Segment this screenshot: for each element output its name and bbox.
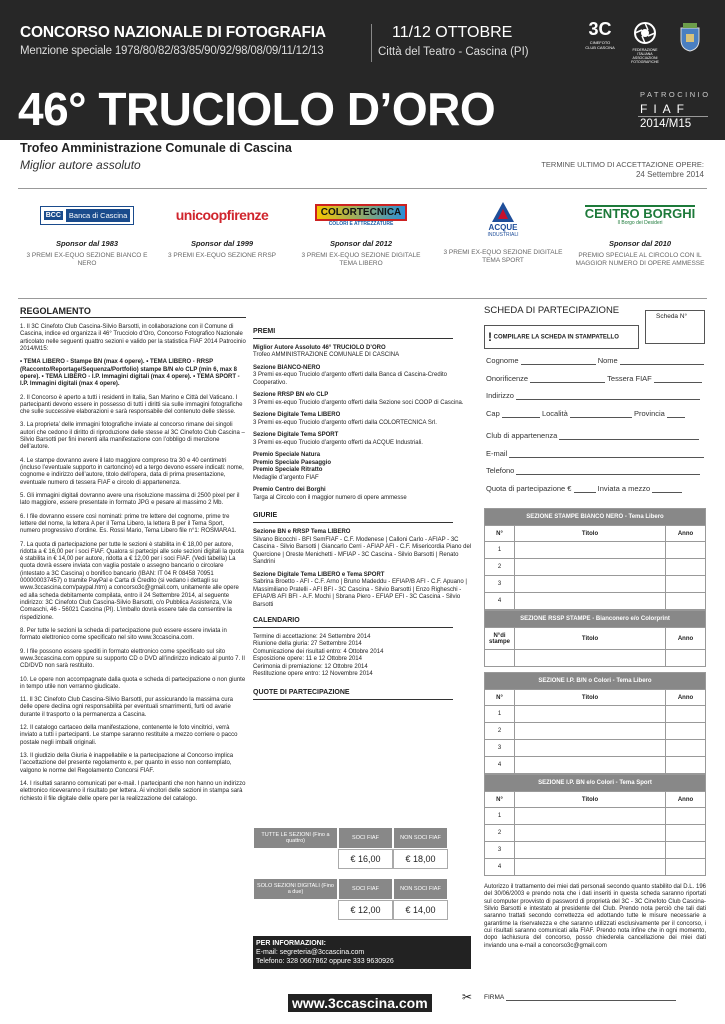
table-row[interactable] — [485, 808, 706, 825]
sponsor-desc: 3 PREMI EX-EQUO SEZIONE DIGITALE TEMA LIBERO — [301, 252, 421, 268]
sponsor-desc: 3 PREMI EX-EQUO SEZIONE RRSP — [168, 252, 276, 259]
premio-dig-sub: 3 Premi ex-equo Truciolo d’argento offerti dalla COLORTECNICA Srl. — [253, 419, 437, 426]
reg-p14: 14. I risultati saranno comunicati per e-mail. I partecipanti che non hanno un indirizzo elettronico riceveranno il risultato per lettera. Ai vincitori delle sezioni in stampa sarà richiesto il file digitale delle opere per la realizzazione del catalogo. — [20, 780, 246, 802]
row-number: 3 — [485, 842, 515, 859]
quote-solo-soci: € 12,00 — [338, 900, 393, 920]
giuria-2-title: Sezione Digitale Tema LIBERO e Tema SPORT — [253, 571, 385, 578]
compila-notice — [484, 325, 639, 349]
telefono-label: Telefono — [486, 466, 515, 475]
col-titolo: Titolo — [515, 526, 666, 542]
table-ip-libero — [484, 672, 706, 774]
nome-label: Nome — [597, 356, 618, 365]
quota-field[interactable] — [574, 492, 596, 493]
table-bianco-nero — [484, 508, 706, 610]
sponsor-since: Sponsor dal 2012 — [329, 239, 393, 248]
col-n: N° — [485, 792, 515, 808]
event-dates: 11/12 OTTOBRE — [392, 24, 513, 41]
info-box — [253, 936, 471, 969]
info-title: PER INFORMAZIONI: — [256, 940, 326, 947]
firma-field[interactable] — [506, 1000, 676, 1001]
termine-label: TERMINE ULTIMO DI ACCETTAZIONE OPERE: — [541, 160, 704, 169]
nome-field[interactable] — [620, 364, 704, 365]
quote-solo-label: SOLO SEZIONI DIGITALI (Fino a due) — [253, 878, 338, 900]
sponsor-acque — [438, 195, 568, 266]
indirizzo-field[interactable] — [516, 399, 700, 400]
tessera-label: Tessera FIAF — [607, 374, 652, 383]
bcc-logo-mark: BCC — [45, 211, 61, 219]
premio-dig: Sezione Digitale Tema LIBERO — [253, 412, 341, 419]
fiaf-logo-caption: FEDERAZIONE ITALIANA ASSOCIAZIONI FOTOGRAFICHE — [631, 48, 659, 64]
email-row[interactable] — [486, 449, 704, 458]
centro-borghi-logo: CENTRO BORGHI — [584, 205, 696, 221]
info-email[interactable]: E-mail: segreteria@3ccascina.com — [256, 949, 365, 957]
quote-table — [253, 827, 448, 920]
acque-sub: INDUSTRIALI — [487, 231, 519, 238]
website-link[interactable]: www.3ccascina.com — [288, 994, 432, 1012]
quote-tutte-label: TUTTE LE SEZIONI (Fino a quattro) — [253, 827, 338, 849]
invio-label: Inviata a mezzo — [597, 484, 651, 493]
club-row[interactable] — [486, 431, 699, 440]
table-title: SEZIONE RSSP STAMPE - Bianconero e/o Colorprint — [485, 611, 706, 628]
club-field[interactable] — [559, 439, 699, 440]
table-title: SEZIONE STAMPE BIANCO NERO - Tema Libero — [485, 509, 706, 526]
table-row[interactable] — [485, 842, 706, 859]
reg-p13: 13. Il giudizio della Giuria è inappellabile e la partecipazione al Concorso implica l’accettazione del presente regolamento e, per quanto in esso non contemplato, valgono le norme del Regolamento Concorsi FIAF. — [20, 753, 234, 774]
table-row[interactable] — [485, 650, 706, 667]
calendario-row: Cerimonia di premiazione: 12 Ottobre 2014 — [253, 663, 368, 670]
club-label: Club di appartenenza — [486, 431, 558, 440]
row-number: 2 — [485, 825, 515, 842]
menzione-text: Menzione speciale 1978/80/82/83/85/90/92/98/08/09/11/12/13 — [20, 45, 324, 57]
calendario-row: Restituzione opere entro: 12 Novembre 2014 — [253, 671, 373, 678]
quote-soci-header: SOCI FIAF — [338, 827, 393, 849]
row-number: 1 — [485, 808, 515, 825]
sponsor-desc: 3 PREMI EX-EQUO SEZIONE BIANCO E NERO — [26, 252, 148, 268]
bcc-logo-text: Banca di Cascina — [66, 209, 130, 222]
reg-p6: 6. I file dovranno essere così nominati: prime tre lettere del cognome, prime tre lettere del nome, la lettera A per il Tema Libero, la lettera B per il Tema Sport, numero progressivo d’ordine. Es. Rossi Mario, Tema Libero file n°1: ROSMARA1. — [20, 513, 237, 535]
table-title: SEZIONE I.P. B/N o Colori - Tema Libero — [485, 673, 706, 690]
reg-p9: 9. I file possono essere spediti in formato elettronico come specificato sul sito www.3ccascina.com oppure su supporto CD o DVD all’indirizzo indicato al punto 7. Il CD/DVD non sarà restituito. — [20, 648, 245, 670]
indirizzo-row[interactable] — [486, 391, 700, 400]
reg-p1-list: • TEMA LIBERO - Stampe BN (max 4 opere). • TEMA LIBERO - RRSP (Racconto/Reportage/Sequenza/Portfolio) stampe B/N e/o CLP (min 6, max 8 opere). • TEMA LIBERO - I.P. Immagini digitali (max 4 opere). • TEMA SPORT - I.P. Immagini digitali (max 4 opere). — [20, 359, 240, 388]
exclamation-icon: ! — [488, 330, 492, 344]
onorificenze-row[interactable] — [486, 374, 702, 383]
col-anno: Anno — [666, 690, 706, 706]
main-title: 46° TRUCIOLO D’ORO — [18, 83, 496, 135]
premio-assoluto-sub: Trofeo AMMINISTRAZIONE COMUNALE DI CASCINA — [253, 352, 400, 359]
row-number: 4 — [485, 757, 515, 774]
table-row[interactable] — [485, 542, 706, 559]
3c-logo-text: 3C — [588, 19, 612, 39]
contest-title: CONCORSO NAZIONALE DI FOTOGRAFIA — [20, 24, 326, 41]
email-field[interactable] — [509, 457, 704, 458]
colortecnica-logo: COLORTECNICA — [315, 204, 408, 221]
divider — [371, 24, 372, 62]
quota-row[interactable] — [486, 484, 682, 493]
telefono-field[interactable] — [516, 474, 700, 475]
firma-row[interactable] — [484, 994, 676, 1001]
reg-p12: 12. Il catalogo cartaceo della manifestazione, contenente le foto vincitrici, verrà inviato a tutti i partecipanti. Le stampe saranno restituite a mezzo corriere o pacco postale negli imballi originali. — [20, 725, 238, 746]
premio-borghi-sub: Targa al Circolo con il maggior numero di opere ammesse — [253, 494, 407, 501]
miglior-autore: Miglior autore assoluto — [20, 158, 141, 172]
cognome-label: Cognome — [486, 356, 519, 365]
quote-solo-nonsoci: € 14,00 — [393, 900, 448, 920]
col-titolo: Titolo — [515, 792, 666, 808]
table-title: SEZIONE I.P. BN e/o Colori - Tema Sport — [485, 775, 706, 792]
sponsor-unicoop — [157, 195, 287, 260]
scheda-number-box[interactable] — [645, 310, 705, 344]
info-telefono: Telefono: 328 0667862 oppure 333 9630926 — [256, 958, 394, 966]
table-row[interactable] — [485, 757, 706, 774]
provincia-label: Provincia — [634, 409, 665, 418]
quote-soci-header: SOCI FIAF — [338, 878, 393, 900]
reg-p3: 3. La proprieta’ delle immagini fotografiche inviate al concorso rimane dei singoli autori che cedono il diritto di riproduzione delle stesse al 3C Cinefoto Club Cascina – Silvio Barsotti per fini inerenti alla manifestazione con l’obbligo di menzione dell’autore. — [20, 422, 245, 451]
row-number: 2 — [485, 723, 515, 740]
acque-logo: ACQUE — [488, 222, 518, 232]
divider — [638, 116, 708, 117]
premio-borghi: Premio Centro dei Borghi — [253, 487, 326, 494]
giuria-2-list: Sabrina Broetto - AFI - C.F. Arno | Bruno Madeddu - EFIAP/B AFI - C.F. Apuano | Massimiliano Pratelli - AFI BFI - 3C Cascina - Silvio Barsotti | Enzo Righeschi - EFIAP/B AFI BFI - A.F. Mochi | Sbrana Piero - EFIAP EFI - 3C Cascina - Silvio Barsotti — [253, 579, 467, 608]
cognome-field[interactable] — [521, 364, 596, 365]
sponsor-since: Sponsor dal 1983 — [55, 239, 119, 248]
reg-p10: 10. Le opere non accompagnate dalla quota e scheda di partecipazione o non giunte in tempo utile non verranno giudicate. — [20, 676, 246, 690]
centro-borghi-sub: Il Borgo dei Desideri — [617, 219, 663, 226]
firma-label: FIRMA — [484, 994, 504, 1001]
col-anno: Anno — [666, 628, 706, 650]
premi-title: PREMI — [253, 328, 453, 339]
premi-giurie-column — [253, 328, 473, 700]
row-number: 1 — [485, 542, 515, 559]
table-row[interactable] — [485, 593, 706, 610]
fiaf-aperture-icon — [634, 22, 656, 44]
quote-title: QUOTE DI PARTECIPAZIONE — [253, 689, 453, 700]
localita-field[interactable] — [570, 417, 632, 418]
row-number: 4 — [485, 859, 515, 876]
calendario-row: Termine di accettazione: 24 Settembre 2014 — [253, 633, 371, 640]
reg-p8: 8. Per tutte le sezioni la scheda di partecipazione può essere essere inviata in formato elettronico come specificato nel sito www.3ccascina.com. — [20, 627, 227, 642]
giuria-1-title: Sezione BN e RRSP Tema LIBERO — [253, 529, 351, 535]
3c-logo-caption: CINEFOTO CLUB CASCINA — [585, 40, 615, 50]
onorificenze-label: Onorificenze — [486, 374, 529, 383]
provincia-field[interactable] — [667, 417, 685, 418]
acque-triangle-icon — [491, 201, 515, 223]
row-number: 3 — [485, 740, 515, 757]
premio-paesaggio: Premio Speciale Paesaggio — [253, 459, 332, 466]
trofeo-title: Trofeo Amministrazione Comunale di Cascina — [20, 141, 292, 155]
regolamento-title: REGOLAMENTO — [20, 306, 246, 318]
calendario-row: Riunione della giuria: 27 Settembre 2014 — [253, 641, 362, 648]
unicoop-logo: unicoopfirenze — [175, 207, 269, 223]
fiaf-logo — [628, 22, 662, 64]
table-ip-sport — [484, 774, 706, 876]
patrocinio-label: PATROCINIO — [640, 90, 711, 99]
telefono-row[interactable] — [486, 466, 700, 475]
col-n-stampe: N°di stampe — [485, 628, 515, 650]
cap-row[interactable] — [486, 409, 685, 418]
reg-p2: 2. Il Concorso è aperto a tutti i residenti in Italia, San Marino e Città del Vaticano. I partecipanti devono essere in possesso di tutti i diritti sia sulle immagini fotografiche che sulle successive elaborazioni e sarà responsabile del contenuto delle stesse. — [20, 394, 243, 416]
table-row[interactable] — [485, 576, 706, 593]
sponsor-since: Sponsor dal 2010 — [608, 239, 672, 248]
patrocinio-code: 2014/M15 — [640, 118, 692, 130]
3c-club-logo — [585, 20, 615, 62]
col-titolo: Titolo — [515, 628, 666, 650]
tessera-field[interactable] — [654, 382, 702, 383]
table-row[interactable] — [485, 559, 706, 576]
divider — [18, 188, 707, 189]
reg-p5: 5. Gli immagini digitali dovranno avere una risoluzione massima di 2500 pixel per il lato maggiore, essere presentate in formato JPG e pesare al massimo 2 Mb. — [20, 492, 240, 507]
premio-bn-sub: 3 Premi ex-equo Truciolo d’argento offerti dalla Banca di Cascina-Credito Cooperativo. — [253, 372, 447, 386]
reg-p11: 11. Il 3C Cinefoto Club Cascina-Silvio Barsotti, pur assicurando la massima cura delle opere declina ogni responsabilità per eventuali smarrimenti, furti od avarie durante il trasporto o la permanenza a Cascina. — [20, 697, 233, 718]
quote-tutte-soci: € 16,00 — [338, 849, 393, 869]
row-number: 4 — [485, 593, 515, 610]
calendario-row: Esposizione opere: 11 e 12 Ottobre 2014 — [253, 656, 362, 663]
table-row[interactable] — [485, 723, 706, 740]
colortecnica-sub: COLORI E ATTREZZATURE — [328, 220, 394, 227]
premio-rrsp: Sezione RRSP BN e/o CLP — [253, 392, 329, 399]
col-anno: Anno — [666, 792, 706, 808]
sponsor-colortecnica — [296, 195, 426, 269]
table-rssp — [484, 610, 706, 667]
row-number: 3 — [485, 576, 515, 593]
localita-label: Località — [541, 409, 568, 418]
sponsor-desc: 3 PREMI EX-EQUO SEZIONE DIGITALE TEMA SPORT — [443, 249, 563, 265]
sponsor-since: Sponsor dal 1999 — [190, 239, 254, 248]
premio-bn: Sezione BIANCO-NERO — [253, 364, 321, 371]
table-row[interactable] — [485, 859, 706, 876]
premio-assoluto: Miglior Autore Assoluto 46° TRUCIOLO D’ORO — [253, 344, 386, 351]
premio-rrsp-sub: 3 Premi ex-equo Truciolo d’argento offerti dalla Sezione soci COOP di Cascina. — [253, 399, 464, 406]
cognome-row[interactable] — [486, 356, 704, 365]
quote-tutte-nonsoci: € 18,00 — [393, 849, 448, 869]
col-titolo: Titolo — [515, 690, 666, 706]
compila-text: COMPILARE LA SCHEDA IN STAMPATELLO — [493, 334, 619, 341]
reg-p1: 1. Il 3C Cinefoto Club Cascina-Silvio Barsotti, in collaborazione con il Comune di Cascina, indice ed organizza il 46° Trucciolo d’Oro, Concorso Fotografico Nazionale articolato nelle seguenti quattro sezioni e valido per la statistica FIAF 2014 Patrocinio 2014/M15: — [20, 324, 246, 352]
table-row[interactable] — [485, 740, 706, 757]
quote-nonsoci-header: NON SOCI FIAF — [393, 878, 448, 900]
col-n: N° — [485, 526, 515, 542]
table-row[interactable] — [485, 825, 706, 842]
onorificenze-field[interactable] — [530, 382, 605, 383]
patrocinio-fiaf: FIAF — [640, 102, 690, 116]
bcc-logo — [22, 195, 152, 235]
sponsor-desc: PREMIO SPECIALE AL CIRCOLO CON IL MAGGIOR NUMERO DI OPERE AMMESSE — [575, 252, 705, 268]
cascina-crest-icon — [679, 22, 701, 52]
sponsor-bcc — [22, 195, 152, 269]
privacy-text: Autorizzo il trattamento dei miei dati personali secondo quanto stabilito dal D.L. 196 del 30/06/2003 e prendo nota che i dati inseriti in questa scheda saranno riportati sul computer provvisto di password di proprietà del 3C - 3C Cinefoto Club Cascina-Silvio Barsotti e intestato al presidente del Club. Prendo nota perciò che tali dati saranno trattati secondo correttezza ed adottando tutte le misure necessarie a garantirne la riservatezza e che saranno utilizzati esclusivamente per il concorso, i cui risultati saranno comunicati alla FIAF. Prendo nota infine che in ogni momento, dopo lachiusura del concorso, posso chiederela cancellazione dei miei dati inviando una e-mail a concorso3c@gmail.com — [484, 884, 706, 949]
scissors-icon: ✂ — [462, 990, 473, 1004]
row-number: 2 — [485, 559, 515, 576]
reg-p4: 4. Le stampe dovranno avere il lato maggiore compreso tra 30 e 40 centimetri (incluso l’eventuale supporto in cartoncino) ed a tergo devono essere indicati: nome, cognome e indirizzo dell’autore, titolo dell’opera, data di prima presentazione, eventuale numero di tessera FIAF e circolo di appartenenza. — [20, 457, 244, 486]
cap-field[interactable] — [502, 417, 540, 418]
row-number: 1 — [485, 706, 515, 723]
divider — [18, 298, 707, 299]
quota-label: Quota di partecipazione € — [486, 484, 572, 493]
scheda-number-label: Scheda N° — [656, 313, 688, 320]
giuria-1-list: Silvano Bicocchi - BFI SemFIAF - C.F. Modenese | Calloni Carlo - AFIAP - 3C Cascina - Silvio Barsotti | Giancarlo Cerri - AFIAP AFI - C.F. Misericordia Piano del Quercione | Oreste Menichetti - MFIAP - 3C Cascina - Silvio Barsotti | Renato Sandrini — [253, 536, 472, 565]
quote-nonsoci-header: NON SOCI FIAF — [393, 827, 448, 849]
calendario-row: Comunicazione dei risultati entro: 4 Ottobre 2014 — [253, 648, 384, 655]
giurie-title: GIURIE — [253, 512, 453, 523]
email-label: E-mail — [486, 449, 508, 458]
indirizzo-label: Indirizzo — [486, 391, 514, 400]
reg-p7: 7. La quota di partecipazione per tutte le sezioni è stabilita in € 18,00 per autore, ridotta a € 16,00 per i soci FIAF. Qualora si partecipi alle sole sezioni digitali la quota è stabilita in € 14,00 per autore, ridotta a € 12,00 per i soci FIAF. (Vedi tabella) La quota dovrà essere inviata con vaglia postale o assegno bancario o circolare (intestato a 3C Cascina) o bonifico bancario (IBAN: IT 04 R 08458 70951 000000037457) o tramite PayPal e Carta di Credito (si vedano i dettagli su www.3ccascina.com/paypal.htm) a concorso3c@gmail.com, unitamente alle opere ed alla scheda debitamente compilata, entro il 24 Settembre 2014, al seguente indirizzo: 3C Cinefoto Club Cascina-Silvio Barsotti, c/o Pubblica Assistenza, V.le Comaschi, 46 - 56021 Cascina (PI). L’imballo dovrà essere tale da consentire la rispedizione. — [20, 541, 244, 621]
premio-natura: Premio Speciale Natura — [253, 452, 321, 459]
event-venue: Città del Teatro - Cascina (PI) — [378, 46, 529, 58]
col-anno: Anno — [666, 526, 706, 542]
premio-sport: Sezione Digitale Tema SPORT — [253, 432, 339, 439]
termine-date: 24 Settembre 2014 — [635, 170, 704, 179]
sponsor-centro-borghi — [575, 195, 705, 269]
premi-speciali-sub: Medaglie d’argento FIAF — [253, 474, 319, 481]
premio-ritratto: Premio Speciale Ritratto — [253, 467, 323, 474]
scheda-title: SCHEDA DI PARTECIPAZIONE — [484, 305, 620, 316]
invio-field[interactable] — [652, 492, 682, 493]
cap-label: Cap — [486, 409, 500, 418]
table-row[interactable] — [485, 706, 706, 723]
calendario-title: CALENDARIO — [253, 617, 453, 628]
col-n: N° — [485, 690, 515, 706]
premio-sport-sub: 3 Premi ex-equo Truciolo d’argento offerti da ACQUE Industriali. — [253, 439, 423, 446]
regolamento-text — [20, 324, 246, 809]
